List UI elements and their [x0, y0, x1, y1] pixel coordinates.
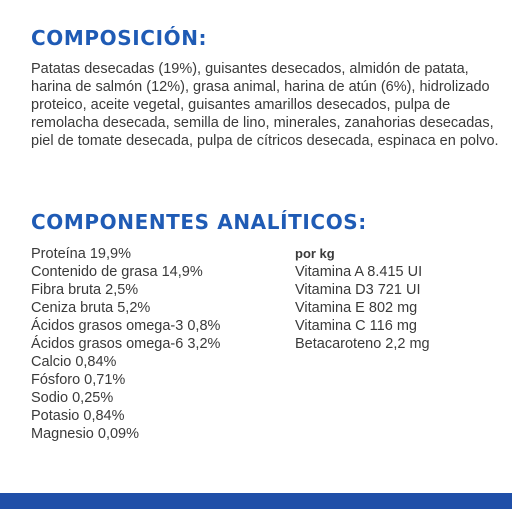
- composition-title: COMPOSICIÓN:: [31, 26, 208, 50]
- list-item: Ceniza bruta 5,2%: [31, 300, 151, 316]
- list-item: Fósforo 0,71%: [31, 372, 126, 388]
- list-item: Vitamina C 116 mg: [295, 318, 417, 334]
- bottom-color-bar: [0, 493, 512, 509]
- per-kg-heading: por kg: [295, 246, 335, 261]
- list-item: Ácidos grasos omega-6 3,2%: [31, 336, 221, 352]
- analytic-left-list: [31, 245, 220, 443]
- list-item: Calcio 0,84%: [31, 354, 117, 370]
- list-item: Ácidos grasos omega-3 0,8%: [31, 318, 221, 334]
- list-item: Betacaroteno 2,2 mg: [295, 336, 430, 352]
- analytic-right-list: [295, 245, 430, 353]
- list-item: Proteína 19,9%: [31, 246, 131, 262]
- analytic-components-title: COMPONENTES ANALÍTICOS:: [31, 210, 367, 234]
- list-item: Vitamina D3 721 UI: [295, 282, 421, 298]
- composition-text: Patatas desecadas (19%), guisantes desecados, almidón de patata, harina de salmón (12%), grasa animal, harina de atún (6%), hidrolizado proteico, aceite vegetal, guisantes amarillos desecados, pulpa de remolacha desecada, semilla de lino, minerales, zanahorias desecadas, piel de tomate desecada, pulpa de cítricos desecada, espinaca en polvo.: [31, 61, 499, 149]
- list-item: Sodio 0,25%: [31, 390, 114, 406]
- list-item: Vitamina E 802 mg: [295, 300, 418, 316]
- list-item: Potasio 0,84%: [31, 408, 125, 424]
- list-item: Fibra bruta 2,5%: [31, 282, 139, 298]
- list-item: Magnesio 0,09%: [31, 426, 140, 442]
- list-item: Vitamina A 8.415 UI: [295, 264, 423, 280]
- list-item: Contenido de grasa 14,9%: [31, 264, 203, 280]
